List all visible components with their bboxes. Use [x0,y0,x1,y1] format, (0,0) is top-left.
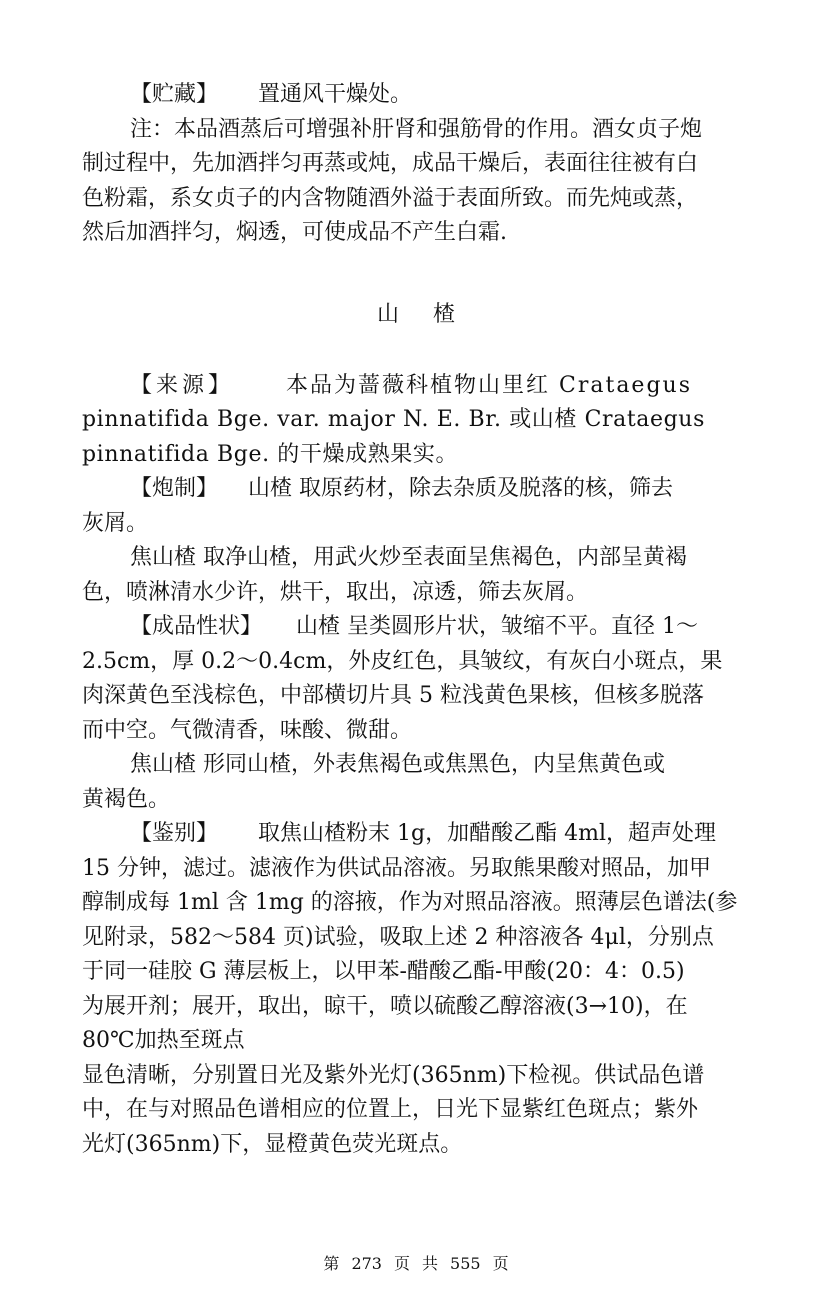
footer-word-gong: 共 [422,1254,439,1273]
identification-line-10: 光灯(365nm)下，显橙黄色荧光斑点。 [82,1131,463,1157]
source-line-2: pinnatifida Bge. var. major N. E. Br. 或山楂 Crataegus [82,407,705,432]
processing-line-1 [82,472,750,507]
page-footer [0,1254,832,1274]
properties-jiao-line-2: 黄褐色。 [82,786,171,812]
footer-word-ye: 页 [393,1254,410,1273]
page-body [82,78,750,1162]
properties-line-4: 而中空。气微清香，味酸、微甜。 [82,717,413,743]
source-line-1 [82,369,750,404]
note-line-4: 然后加酒拌匀，焖透，可使成品不产生白霜. [82,220,507,245]
footer-total-pages: 555 [450,1254,481,1273]
identification-line-9: 中，在与对照品色谱相应的位置上，日光下显紫红色斑点；紫外 [82,1097,699,1122]
properties-line-3: 肉深黄色至浅棕色，中部横切片具 5 粒浅黄色果核，但核多脱落 [82,683,704,708]
source-text-1: 本品为蔷薇科植物山里红 Crataegus [286,372,692,398]
source-heading: 【来源】 [130,372,235,398]
note-line-1: 注：本品酒蒸后可增强补肝肾和强筋骨的作用。酒女贞子炮 [130,116,703,142]
identification-heading: 【鉴别】 [130,821,219,846]
properties-text-1: 山楂 呈类圆形片状，皱缩不平。直径 1～ [296,614,699,639]
processing-text-1: 山楂 取原药材，除去杂质及脱落的核，筛去 [248,476,674,501]
section-title [82,298,750,332]
identification-text-1: 取焦山楂粉末 1g，加醋酸乙酯 4ml，超声处理 [258,821,716,846]
note-line-2: 制过程中，先加酒拌匀再蒸或炖，成品干燥后，表面往往被有白 [82,151,699,176]
identification-line-1 [82,817,750,852]
footer-current-page: 273 [351,1254,382,1273]
properties-jiao-line-1: 焦山楂 形同山楂，外表焦褐色或焦黑色，内呈焦黄色或 [130,752,665,777]
identification-line-5: 于同一硅胶 G 薄层板上，以甲苯-醋酸乙酯-甲酸(20：4：0.5) [82,959,685,984]
source-line-3: pinnatifida Bge. 的干燥成熟果实。 [82,441,459,467]
storage-text: 置通风干燥处。 [258,82,413,107]
storage-heading: 【贮藏】 [130,82,219,107]
processing-jiao-line-2: 色，喷淋清水少许，烘干，取出，凉透，筛去灰屑。 [82,579,589,605]
identification-line-2: 15 分钟，滤过。滤液作为供试品溶液。另取熊果酸对照品，加甲 [82,855,711,881]
properties-heading: 【成品性状】 [130,614,263,639]
note-line-3: 色粉霜，系女贞子的内含物随酒外溢于表面所致。而先炖或蒸， [82,185,699,211]
title-char-2: 楂 [433,301,456,327]
title-char-1: 山 [376,301,399,327]
identification-line-3: 醇制成每 1ml 含 1mg 的溶掖，作为对照品溶液。照薄层色谱法(参 [82,890,738,915]
footer-word-di: 第 [323,1254,340,1273]
storage-paragraph [82,78,750,113]
processing-line-2: 灰屑。 [82,510,149,536]
identification-line-6: 为展开剂；展开，取出，晾干，喷以硫酸乙醇溶液(3→10)，在 [82,993,688,1019]
properties-line-2: 2.5cm，厚 0.2～0.4cm，外皮红色，具皱纹，有灰白小斑点，果 [82,648,723,674]
footer-word-ye-2: 页 [492,1254,509,1273]
identification-line-4: 见附录，582～584 页)试验，吸取上述 2 种溶液各 4μl，分别点 [82,924,714,950]
processing-heading: 【炮制】 [130,476,219,501]
identification-line-8: 显色清晰，分别置日光及紫外光灯(365nm)下检视。供试品色谱 [82,1062,705,1088]
processing-jiao-line-1: 焦山楂 取净山楂，用武火炒至表面呈焦褐色，内部呈黄褐 [130,545,687,570]
identification-line-7: 80℃加热至斑点 [82,1028,245,1053]
properties-line-1 [82,610,750,645]
